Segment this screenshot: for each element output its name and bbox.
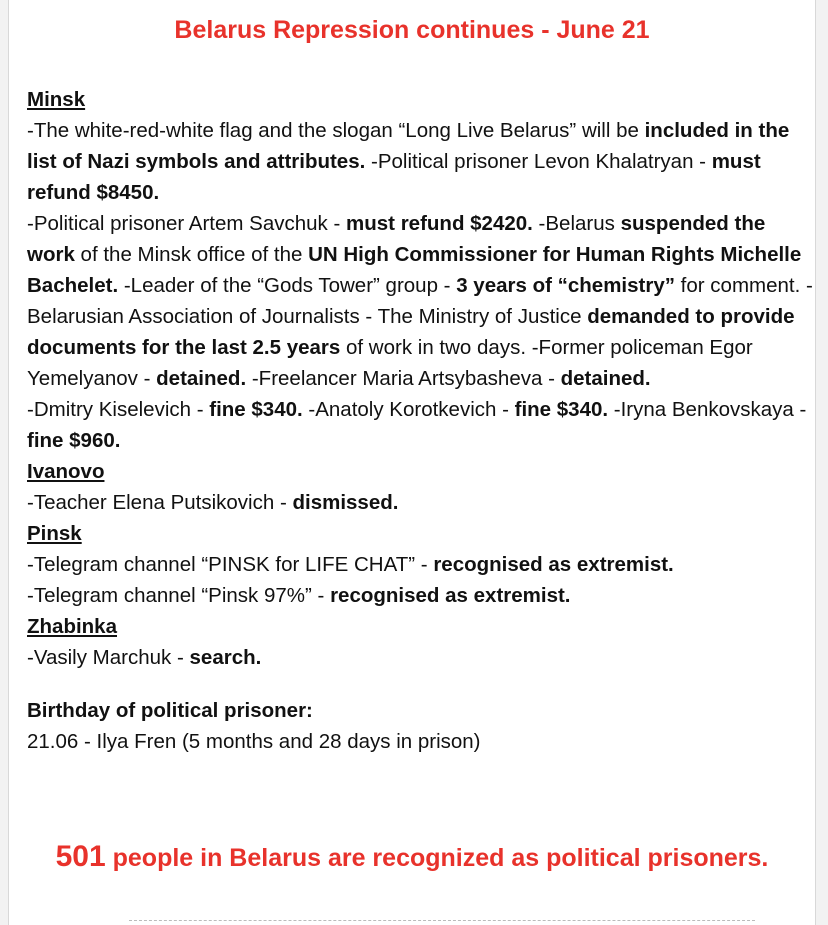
document-page <box>8 0 816 925</box>
bold-span: 3 years of “chemistry” <box>456 274 675 297</box>
bold-span: fine $960. <box>27 429 121 452</box>
bold-span: fine $340. <box>514 398 609 421</box>
text-span: -Telegram channel “Pinsk 97%” - <box>27 584 331 607</box>
text-span: -Teacher Elena Putsikovich - <box>27 491 293 514</box>
section-heading-ivanovo: Ivanovo <box>27 460 105 483</box>
bold-span: UN High Commissioner for Human Rights Michelle Bachelet. <box>27 243 802 297</box>
ivanovo-paragraph <box>27 487 817 518</box>
text-span: -Belarus <box>532 212 621 235</box>
bold-span: fine $340. <box>209 398 303 421</box>
bold-span: suspended the work <box>27 212 766 266</box>
minsk-paragraph-2 <box>27 208 817 394</box>
zhabinka-paragraph <box>27 642 817 673</box>
bold-span: detained. <box>156 367 247 390</box>
text-span: of work in two days. -Former policeman Egor Yemelyanov - <box>27 336 753 390</box>
bold-span: search. <box>189 646 262 669</box>
text-span: -Freelancer Maria Artsybasheva - <box>246 367 561 390</box>
bold-span: included in the list of Nazi symbols and attributes. <box>27 119 790 173</box>
dashed-divider <box>129 920 755 921</box>
text-span: of the Minsk office of the <box>74 243 309 266</box>
text-span: -Political prisoner Levon Khalatryan - <box>365 150 712 173</box>
text-span: -Dmitry Kiselevich - <box>27 398 210 421</box>
text-span: -Anatoly Korotkevich - <box>302 398 515 421</box>
political-prisoners-count <box>9 838 815 877</box>
minsk-paragraph-3 <box>27 394 817 456</box>
text-span: -The white-red-white flag and the slogan “Long Live Belarus” will be <box>27 119 645 142</box>
page-title: Belarus Repression continues - June 21 <box>174 16 650 44</box>
section-heading-minsk: Minsk <box>27 88 86 111</box>
bold-span: recognised as extremist. <box>433 553 674 576</box>
bold-span: must refund $8450. <box>27 150 761 204</box>
pinsk-paragraph-2 <box>27 580 817 611</box>
bold-span: demanded to provide documents for the last 2.5 years <box>27 305 795 359</box>
bold-span: detained. <box>560 367 651 390</box>
text-span: -Vasily Marchuk - <box>27 646 190 669</box>
bold-span: must refund $2420. <box>346 212 533 235</box>
text-span: -Iryna Benkovskaya - <box>608 398 807 421</box>
document-body <box>27 84 817 757</box>
text-span: -Leader of the “Gods Tower” group - <box>118 274 457 297</box>
bold-span: recognised as extremist. <box>330 584 571 607</box>
text-span: for comment. -Belarusian Association of Journalists - The Ministry of Justice <box>27 274 813 328</box>
pinsk-paragraph-1 <box>27 549 817 580</box>
text-span: -Political prisoner Artem Savchuk - <box>27 212 347 235</box>
birthday-heading: Birthday of political prisoner: <box>27 699 313 722</box>
prisoner-count-text: people in Belarus are recognized as political prisoners. <box>105 844 769 872</box>
text-span: -Telegram channel “PINSK for LIFE CHAT” - <box>27 553 434 576</box>
section-heading-pinsk: Pinsk <box>27 522 82 545</box>
bold-span: dismissed. <box>292 491 399 514</box>
minsk-paragraph-1 <box>27 115 817 208</box>
birthday-entry: 21.06 - Ilya Fren (5 months and 28 days in prison) <box>27 730 481 753</box>
section-heading-zhabinka: Zhabinka <box>27 615 117 638</box>
prisoner-count-number: 501 <box>55 840 106 873</box>
